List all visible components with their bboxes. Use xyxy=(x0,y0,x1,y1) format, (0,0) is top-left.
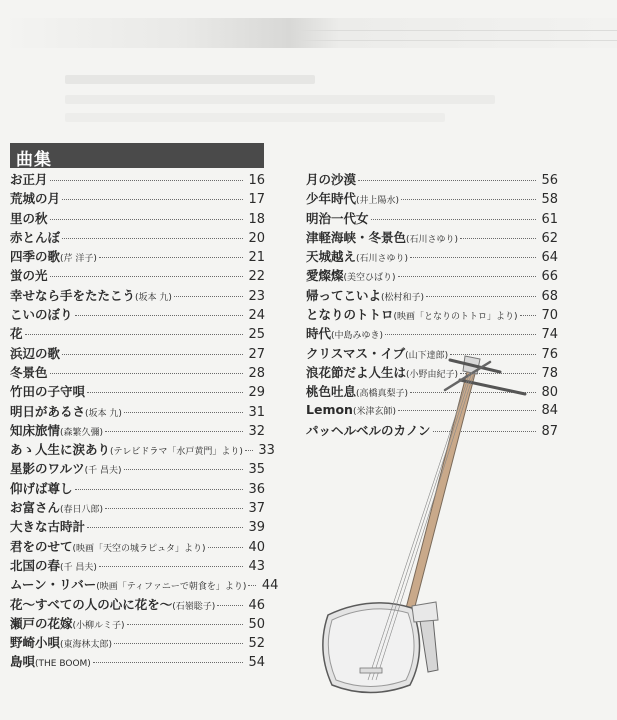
dot-leader xyxy=(245,450,253,451)
page-number: 39 xyxy=(248,520,265,536)
shamisen-bridge xyxy=(360,668,382,673)
section-title: 曲集 xyxy=(16,150,52,170)
song-title: 赤とんぼ xyxy=(10,229,61,245)
dot-leader xyxy=(401,199,536,200)
song-artist: (坂本 九) xyxy=(135,292,172,303)
song-artist: (高橋真梨子) xyxy=(356,389,409,400)
song-title: あゝ人生に涙あり xyxy=(10,442,111,458)
toc-entry xyxy=(10,402,265,421)
song-artist: (中島みゆき) xyxy=(331,331,384,342)
song-title: 愛燦燦 xyxy=(306,268,344,284)
song-title: 明治一代女 xyxy=(306,210,369,226)
toc-entry xyxy=(10,595,265,614)
song-artist: (山下達郎) xyxy=(405,350,449,361)
page-number: 32 xyxy=(248,423,265,439)
dot-leader xyxy=(50,180,243,181)
song-title: 荒城の月 xyxy=(10,191,61,207)
page-number: 18 xyxy=(248,211,265,227)
song-title: 浪花節だよ人生は xyxy=(306,364,407,380)
song-title: 星影のワルツ xyxy=(10,461,85,477)
dot-leader xyxy=(50,276,243,277)
song-title: 浜辺の歌 xyxy=(10,345,61,361)
page-number: 22 xyxy=(248,269,265,285)
dot-leader xyxy=(358,180,536,181)
page-number: 84 xyxy=(541,402,558,418)
song-title: 帰ってこいよ xyxy=(306,287,382,303)
dot-leader xyxy=(62,354,243,355)
dot-leader xyxy=(62,238,243,239)
dot-leader xyxy=(25,334,243,335)
song-title: こいのぼり xyxy=(10,307,73,323)
toc-entry xyxy=(10,247,265,266)
song-list-left xyxy=(10,170,279,672)
dot-leader xyxy=(124,469,243,470)
dot-leader xyxy=(99,566,243,567)
toc-entry xyxy=(306,170,558,189)
song-artist: (井上陽水) xyxy=(356,196,400,207)
toc-entry xyxy=(10,209,265,228)
song-title: 知床旅情 xyxy=(10,422,61,438)
song-title: 月の沙漠 xyxy=(306,172,357,187)
song-title: 明日があるさ xyxy=(10,403,86,419)
page-number: 62 xyxy=(541,230,558,246)
song-artist: (テレビドラマ「水戸黄門」より) xyxy=(110,447,243,458)
song-title: 島唄 xyxy=(10,654,36,670)
toc-entry xyxy=(10,459,265,478)
dot-leader xyxy=(385,334,536,335)
song-title: 天城越え xyxy=(306,249,357,265)
page-number: 33 xyxy=(258,443,275,459)
song-title: 桃色吐息 xyxy=(306,384,357,400)
toc-entry xyxy=(10,498,265,517)
page-number: 21 xyxy=(248,250,265,266)
page-number: 52 xyxy=(248,636,265,652)
toc-entry xyxy=(10,537,265,556)
dot-leader xyxy=(75,489,243,490)
toc-entry xyxy=(10,266,265,285)
song-title: 時代 xyxy=(306,326,332,342)
song-title: 少年時代 xyxy=(306,191,357,207)
page-number: 56 xyxy=(541,173,558,188)
page-number: 70 xyxy=(541,308,558,324)
song-artist: (米津玄師) xyxy=(352,406,396,417)
song-artist: (春日八郎) xyxy=(60,505,104,516)
page-number: 66 xyxy=(541,269,558,285)
page-number: 43 xyxy=(248,558,265,574)
dot-leader xyxy=(114,643,243,644)
toc-entry xyxy=(306,209,558,228)
page-number: 27 xyxy=(248,346,265,362)
page-number: 46 xyxy=(248,597,265,613)
page-number: 35 xyxy=(248,462,265,478)
song-title: 四季の歌 xyxy=(10,249,61,265)
toc-entry xyxy=(306,189,558,208)
song-artist: (小柳ルミ子) xyxy=(72,620,125,631)
page-number: 25 xyxy=(248,327,265,343)
page-number: 20 xyxy=(248,230,265,246)
page-number: 28 xyxy=(248,365,265,381)
song-title: 幸せなら手をたたこう xyxy=(10,287,136,303)
section-header xyxy=(10,143,264,168)
toc-entry xyxy=(306,228,558,247)
song-title: 瀬戸の花嫁 xyxy=(10,615,73,631)
song-title: となりのトトロ xyxy=(306,307,394,323)
dot-leader xyxy=(62,199,243,200)
song-title: 君をのせて xyxy=(10,538,73,554)
toc-entry xyxy=(10,305,265,324)
dot-leader xyxy=(127,624,243,625)
dot-leader xyxy=(248,585,256,586)
dot-leader xyxy=(105,508,243,509)
song-title: 津軽海峡・冬景色 xyxy=(306,229,407,245)
toc-entry xyxy=(10,189,265,208)
toc-entry xyxy=(10,479,265,498)
page-number: 54 xyxy=(248,655,265,671)
page-number: 74 xyxy=(541,327,558,343)
page-number: 76 xyxy=(541,346,558,362)
dot-leader xyxy=(208,547,243,548)
song-artist: (芹 洋子) xyxy=(60,254,97,265)
song-title: 里の秋 xyxy=(10,210,48,226)
song-title: クリスマス・イブ xyxy=(306,345,406,361)
page-number: 68 xyxy=(541,288,558,304)
page-number: 17 xyxy=(248,192,265,208)
toc-entry xyxy=(306,266,558,285)
dot-leader xyxy=(50,219,243,220)
background-rule xyxy=(300,30,617,31)
dot-leader xyxy=(460,238,536,239)
dot-leader xyxy=(410,257,536,258)
dot-leader xyxy=(87,392,243,393)
show-through-text xyxy=(65,75,315,84)
song-artist: (石川さゆり) xyxy=(406,234,459,245)
toc-entry xyxy=(10,324,265,343)
toc-entry xyxy=(306,286,558,305)
toc-entry xyxy=(10,440,275,459)
page-number: 58 xyxy=(541,192,558,208)
song-artist: (千 昌夫) xyxy=(60,562,97,573)
song-title: 花 xyxy=(10,326,23,342)
shamisen-skin xyxy=(328,609,414,687)
page-number: 24 xyxy=(248,308,265,324)
dot-leader xyxy=(174,296,243,297)
song-artist: (石嶺聡子) xyxy=(172,601,216,612)
song-title: 花～すべての人の心に花を～ xyxy=(10,596,173,612)
page-number: 37 xyxy=(248,501,265,517)
toc-entry xyxy=(10,344,265,363)
song-title: パッヘルベルのカノン xyxy=(306,422,431,438)
page-number: 64 xyxy=(541,250,558,266)
shamisen-illustration xyxy=(300,350,540,705)
toc-entry xyxy=(10,286,265,305)
page-number: 29 xyxy=(248,385,265,401)
song-artist: (石川さゆり) xyxy=(356,254,409,265)
toc-entry xyxy=(10,421,265,440)
shamisen-neck xyxy=(404,368,476,618)
page-number: 40 xyxy=(248,539,265,555)
song-title: 蛍の光 xyxy=(10,268,48,284)
page-number: 36 xyxy=(248,481,265,497)
toc-entry xyxy=(10,517,265,536)
background-band xyxy=(0,18,617,48)
toc-entry xyxy=(10,614,265,633)
toc-entry xyxy=(306,305,558,324)
song-title: 冬景色 xyxy=(10,364,48,380)
song-artist: (森繁久彌) xyxy=(60,427,104,438)
toc-entry xyxy=(10,382,265,401)
page-number: 80 xyxy=(541,385,558,401)
page-number: 50 xyxy=(248,616,265,632)
page-number: 16 xyxy=(248,173,265,188)
toc-entry xyxy=(10,228,265,247)
toc-entry xyxy=(10,170,265,189)
song-title: 仰げば尊し xyxy=(10,480,73,496)
toc-entry xyxy=(10,575,279,594)
page-number: 23 xyxy=(248,288,265,304)
dot-leader xyxy=(87,527,243,528)
dot-leader xyxy=(217,605,243,606)
dot-leader xyxy=(124,412,243,413)
dot-leader xyxy=(99,257,243,258)
song-title: 大きな古時計 xyxy=(10,519,86,535)
song-artist: (映画「天空の城ラピュタ」より) xyxy=(72,543,206,554)
toc-entry xyxy=(306,324,558,343)
dot-leader xyxy=(398,276,536,277)
show-through-text xyxy=(65,95,495,104)
song-artist: (松村和子) xyxy=(381,292,425,303)
show-through-text xyxy=(65,113,445,122)
song-artist: (東海林太郎) xyxy=(60,640,113,651)
page-number: 44 xyxy=(261,578,279,594)
song-artist: (坂本 九) xyxy=(85,408,122,419)
dot-leader xyxy=(105,431,243,432)
dot-leader xyxy=(50,373,243,374)
song-title: 竹田の子守唄 xyxy=(10,384,86,400)
song-artist: (映画「ティファニーで朝食を」より) xyxy=(96,582,247,593)
toc-entry xyxy=(10,633,265,652)
song-title: 北国の春 xyxy=(10,557,61,573)
song-artist: (小野由紀子) xyxy=(406,369,459,380)
background-rule xyxy=(300,40,617,41)
song-artist: (映画「となりのトトロ」より) xyxy=(393,312,518,323)
page-number: 78 xyxy=(541,365,558,381)
page-number: 31 xyxy=(248,404,265,420)
toc-entry xyxy=(10,652,265,671)
song-artist: (美空ひばり) xyxy=(343,273,396,284)
dot-leader xyxy=(93,662,243,663)
song-artist: (千 昌夫) xyxy=(84,466,122,477)
toc-entry xyxy=(10,363,265,382)
dot-leader xyxy=(75,315,243,316)
song-title: 野崎小唄 xyxy=(10,635,61,651)
page-number: 61 xyxy=(541,211,558,227)
page-number: 87 xyxy=(541,423,558,439)
dot-leader xyxy=(426,296,536,297)
song-title: ムーン・リバー xyxy=(10,577,97,593)
song-title: Lemon xyxy=(306,401,353,417)
dot-leader xyxy=(520,315,536,316)
song-artist: (THE BOOM) xyxy=(35,659,91,670)
song-title: お富さん xyxy=(10,500,61,516)
dot-leader xyxy=(371,219,536,220)
toc-entry xyxy=(10,556,265,575)
song-title: お正月 xyxy=(10,172,48,187)
toc-entry xyxy=(306,247,558,266)
